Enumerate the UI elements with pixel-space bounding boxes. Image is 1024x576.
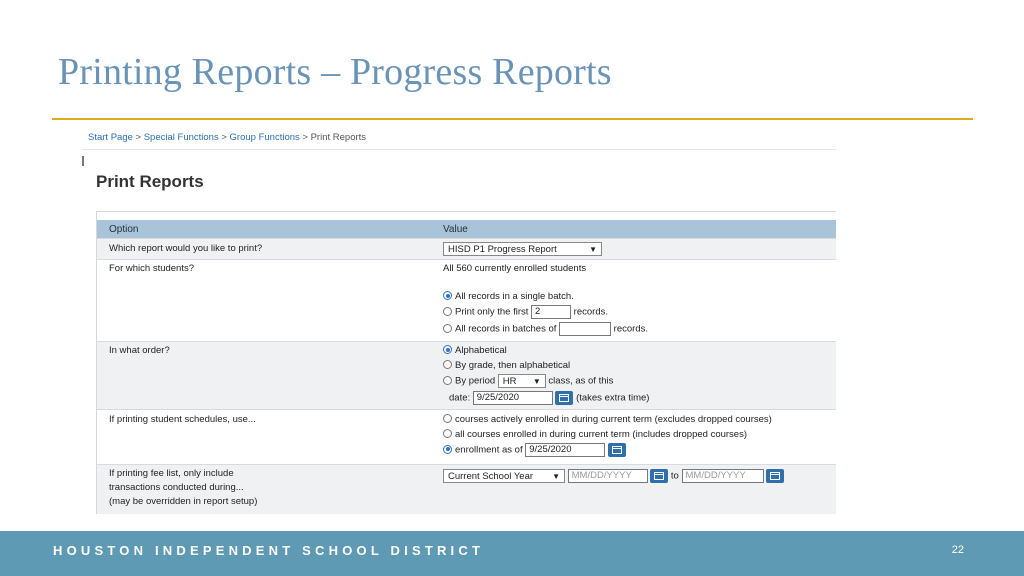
option-batches-label: All records in batches of (455, 323, 557, 335)
screenshot-print-reports (82, 128, 836, 514)
chevron-down-icon: ▼ (552, 472, 560, 481)
option-by-grade[interactable] (443, 360, 570, 371)
radio-selected-icon (443, 445, 452, 454)
calendar-icon[interactable] (555, 391, 573, 405)
option-print-first-label: Print only the first (455, 306, 529, 318)
period-select-value: HR (502, 376, 517, 387)
calendar-icon[interactable] (650, 469, 668, 483)
title-divider (52, 118, 973, 120)
table-row-students (97, 259, 836, 342)
radio-icon (443, 360, 452, 369)
table-row-fees (97, 464, 836, 514)
date-label: date: (449, 392, 471, 404)
breadcrumb-group-functions[interactable]: Group Functions (229, 132, 300, 143)
batch-size-input[interactable] (559, 322, 611, 336)
column-header-option: Option (109, 224, 139, 235)
breadcrumb (88, 132, 366, 143)
footer-district-name: HOUSTON INDEPENDENT SCHOOL DISTRICT (53, 543, 485, 558)
radio-icon (443, 429, 452, 438)
option-by-period-suffix: class, as of this (548, 375, 614, 387)
question-fees-line1: If printing fee list, only include (109, 468, 234, 479)
breadcrumb-divider (82, 149, 836, 150)
table-row-order (97, 341, 836, 410)
students-summary: All 560 currently enrolled students (443, 263, 587, 274)
question-schedules: If printing student schedules, use... (109, 414, 256, 425)
option-active-courses-label: courses actively enrolled in during current term (excludes dropped courses) (455, 414, 772, 425)
to-label: to (670, 470, 679, 482)
calendar-icon[interactable] (608, 443, 626, 457)
fee-period-select[interactable] (443, 469, 565, 483)
fee-period-select-value: Current School Year (448, 471, 534, 482)
option-enrollment-label: enrollment as of (455, 444, 523, 456)
option-batches[interactable] (443, 322, 648, 336)
option-by-grade-label: By grade, then alphabetical (455, 360, 571, 371)
option-all-courses-label: all courses enrolled in during current term (includes dropped courses) (455, 429, 748, 440)
option-alphabetical-label: Alphabetical (455, 345, 507, 356)
table-row-report (97, 238, 836, 260)
first-records-input[interactable]: 2 (531, 305, 571, 319)
option-enrollment-as-of[interactable] (443, 443, 626, 457)
question-report: Which report would you like to print? (109, 243, 263, 254)
question-order: In what order? (109, 345, 170, 356)
fee-to-date-input[interactable]: MM/DD/YYYY (682, 469, 764, 483)
option-batches-suffix: records. (613, 323, 648, 335)
report-select-value: HISD P1 Progress Report (448, 244, 557, 255)
fee-from-date-input[interactable]: MM/DD/YYYY (568, 469, 648, 483)
option-all-records-label: All records in a single batch. (455, 291, 574, 302)
option-by-period-label: By period (455, 375, 496, 387)
enrollment-date-input[interactable]: 9/25/2020 (525, 443, 605, 457)
radio-icon (443, 414, 452, 423)
option-print-first-suffix: records. (573, 306, 608, 318)
order-date-input[interactable]: 9/25/2020 (473, 391, 553, 405)
breadcrumb-separator: > (299, 132, 311, 143)
question-fees-note: (may be overridden in report setup) (109, 496, 258, 507)
radio-icon (443, 307, 452, 316)
option-print-first[interactable] (443, 305, 608, 319)
radio-icon (443, 324, 452, 333)
radio-selected-icon (443, 291, 452, 300)
option-all-records[interactable] (443, 291, 574, 302)
page-title: Print Reports (96, 172, 204, 191)
breadcrumb-separator: > (132, 132, 144, 143)
option-active-courses[interactable] (443, 414, 772, 425)
radio-selected-icon (443, 345, 452, 354)
table-row-schedules (97, 409, 836, 465)
breadcrumb-separator: > (218, 132, 230, 143)
date-note: (takes extra time) (576, 392, 650, 404)
table-header (97, 220, 836, 238)
option-alphabetical[interactable] (443, 345, 507, 356)
option-all-courses[interactable] (443, 429, 747, 440)
radio-icon (443, 376, 452, 385)
sidebar-edge (82, 156, 84, 166)
period-select[interactable] (498, 374, 546, 388)
question-students: For which students? (109, 263, 195, 274)
report-select[interactable] (443, 242, 602, 256)
breadcrumb-start-page[interactable]: Start Page (88, 132, 133, 143)
slide-title: Printing Reports – Progress Reports (58, 51, 612, 93)
page-number: 22 (951, 544, 964, 556)
breadcrumb-special-functions[interactable]: Special Functions (143, 132, 219, 143)
column-header-value: Value (443, 224, 468, 235)
options-table (96, 211, 836, 514)
question-fees-line2: transactions conducted during... (109, 482, 244, 493)
footer-bar (0, 531, 1024, 576)
option-by-period[interactable] (443, 374, 613, 388)
chevron-down-icon: ▼ (589, 245, 597, 254)
calendar-icon[interactable] (766, 469, 784, 483)
chevron-down-icon: ▼ (532, 377, 541, 386)
breadcrumb-current: Print Reports (310, 132, 367, 143)
